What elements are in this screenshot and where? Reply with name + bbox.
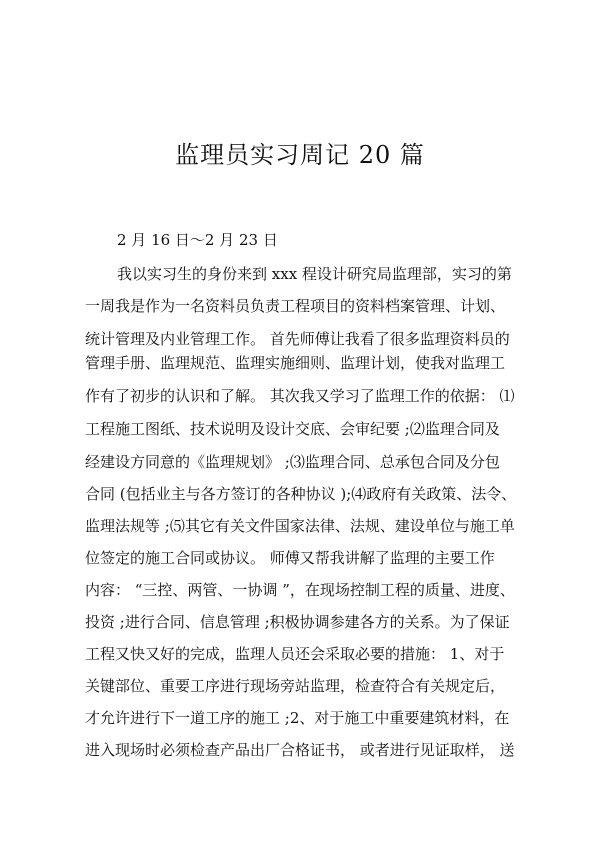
- paragraph-line: 经建设方同意的《监理规划》 ;⑶监理合同、总承包合同及分包: [85, 453, 500, 471]
- paragraph-line: 投资 ;进行合同、信息管理 ;积极协调参建各方的关系。为了保证: [85, 613, 510, 631]
- document-title: 监理员实习周记 20 篇: [175, 141, 425, 169]
- paragraph-line: 内容： “三控、两管、一协调 ”，在现场控制工程的质量、进度、: [85, 581, 515, 599]
- paragraph-line: 统计管理及内业管理工作。 首先师傅让我看了很多监理资料员的: [85, 330, 510, 348]
- paragraph-line: 监理法规等 ;⑸其它有关文件国家法律、法规、建设单位与施工单: [85, 517, 515, 535]
- paragraph-line: 位签定的施工合同或协议。 师傅又帮我讲解了监理的主要工作: [85, 549, 495, 567]
- paragraph-line: 关键部位、重要工序进行现场旁站监理，检查符合有关规定后，: [85, 677, 506, 695]
- paragraph-line: 工程又快又好的完成，监理人员还会采取必要的措施： 1、对于: [85, 645, 505, 663]
- paragraph-line: 管理手册、监理规范、监理实施细则、监理计划，使我对监理工: [85, 354, 506, 372]
- paragraph-line: 合同 (包括业主与各方签订的各种协议 );⑷政府有关政策、法令、: [85, 485, 517, 503]
- date-range: 2 月 16 日～2 月 23 日: [117, 231, 278, 249]
- paragraph-line: 一周我是作为一名资料员负责工程项目的资料档案管理、计划、: [85, 297, 506, 315]
- paragraph-line: 作有了初步的认识和了解。 其次我又学习了监理工作的依据： ⑴: [85, 387, 515, 405]
- paragraph-line: 我以实习生的身份来到 xxx 程设计研究局监理部，实习的第: [117, 265, 512, 283]
- paragraph-line: 进入现场时必须检查产品出厂合格证书， 或者进行见证取样， 送: [85, 741, 515, 759]
- paragraph-line: 才允许进行下一道工序的施工 ;2、对于施工中重要建筑材料，在: [85, 709, 510, 727]
- paragraph-line: 工程施工图纸、技术说明及设计交底、会审纪要 ;⑵监理合同及: [85, 420, 500, 438]
